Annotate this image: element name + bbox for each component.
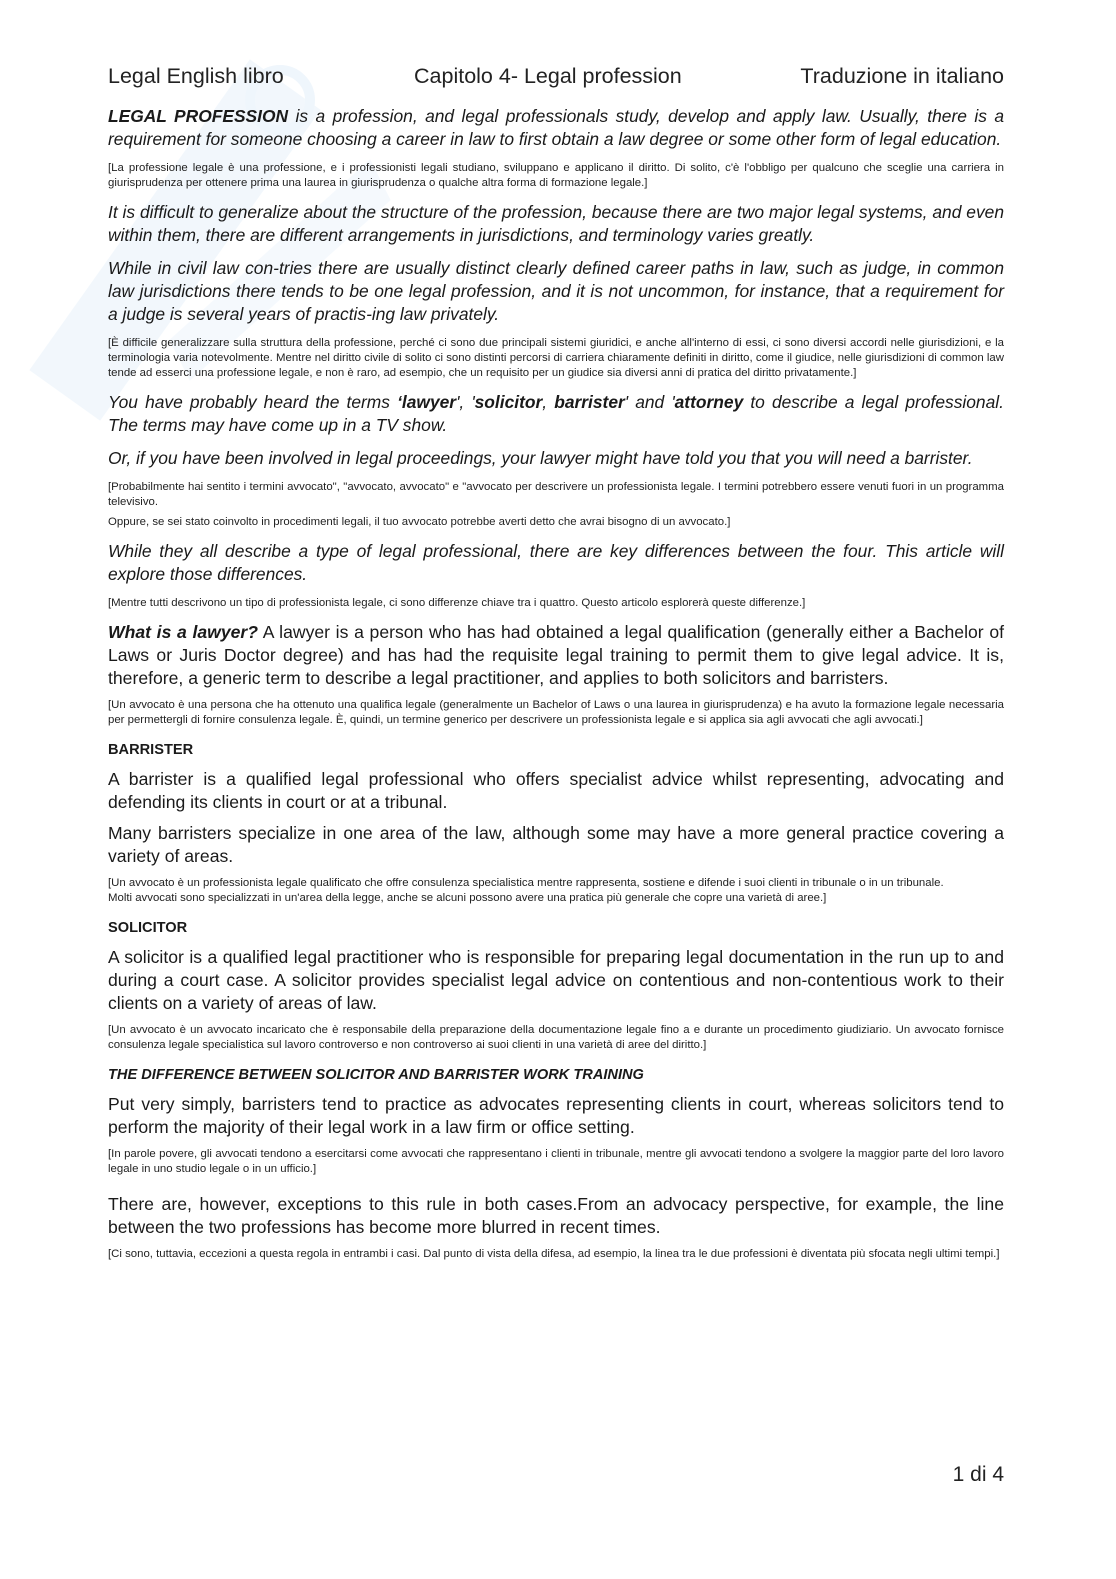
translation-5: [Mentre tutti descrivono un tipo di professionista legale, ci sono differenze chiave tra i quattro. Questo articolo esplorerà queste differenze.] — [108, 597, 806, 609]
translation-2: [È difficile generalizzare sulla struttura della professione, perché ci sono due principali sistemi giuridici, e anche all'interno di essi, ci sono diversi accordi nelle giurisdizioni, e la terminologia varia notevolmente. Mentre nel diritto civile di solito ci sono distinti percorsi di carriera chiaramente definiti in diritto, come il giudice, nelle giurisdizioni di common law tende ad esserci una professione legale, e non è raro, ad esempio, che un requisito per un giudice sia diversi anni di pratica del diritto privatamente.] — [108, 337, 1004, 379]
header-left: Legal English libro — [108, 64, 284, 88]
header-center: Capitolo 4- Legal profession — [414, 64, 682, 88]
translation-9: [In parole povere, gli avvocati tendono a esercitarsi come avvocati che rappresentano i clienti in tribunale, mentre gli avvocati tendono a svolgere la maggior parte del loro lavoro legale in uno studio legale o in un ufficio.] — [108, 1148, 1004, 1175]
paragraph-civil-law: While in civil law con-tries there are usually distinct clearly defined career paths in law, such as judge, in common law jurisdictions there tends to be one legal profession, and it is not uncommon, for instance, that a requirement for a judge is several years of practis-ing law privately. — [108, 258, 1004, 324]
heading-barrister: BARRISTER — [108, 742, 194, 758]
paragraph-solicitor: A solicitor is a qualified legal practitioner who is responsible for preparing legal documentation in the run up to and during a court case. A solicitor provides specialist legal advice on contentious and non-contentious work to their clients on a variety of areas of law. — [108, 947, 1004, 1013]
paragraph-terms: You have probably heard the terms ‘lawyer', 'solicitor, barrister' and 'attorney to describe a legal professional. The terms may have come up in a TV show. — [108, 392, 1004, 435]
paragraph-what-is-lawyer: What is a lawyer? A lawyer is a person who has had obtained a legal qualification (generally either a Bachelor of Laws or Juris Doctor degree) and has had the requisite legal training to permit them to give legal advice. It is, therefore, a generic term to describe a legal practitioner, and applies to both solicitors and barristers. — [108, 622, 1004, 688]
heading-solicitor: SOLICITOR — [108, 920, 188, 936]
heading-difference: THE DIFFERENCE BETWEEN SOLICITOR AND BARRISTER WORK TRAINING — [108, 1067, 644, 1083]
translation-7b: Molti avvocati sono specializzati in un'area della legge, anche se alcuni possono avere una pratica più generale che copre una varietà di aree.] — [108, 892, 827, 904]
paragraph-exceptions: There are, however, exceptions to this rule in both cases.From an advocacy perspective, for example, the line between the two professions has become more blurred in recent times. — [108, 1194, 1004, 1237]
header-right: Traduzione in italiano — [800, 64, 1004, 88]
paragraph-barrister-1: A barrister is a qualified legal professional who offers specialist advice whilst representing, advocating and defending its clients in court or at a tribunal. — [108, 769, 1004, 812]
translation-6: [Un avvocato è una persona che ha ottenuto una qualifica legale (generalmente un Bachelor of Laws o una laurea in giurisprudenza) e ha avuto la formazione legale necessaria per permettergli di fornire consulenza legale. È, quindi, un termine generico per descrivere un professionista legale e si applica sia agli avvocati che agli avvocati.] — [108, 699, 1004, 726]
page-header — [108, 64, 1004, 98]
document-page — [108, 64, 1004, 1272]
paragraph-put-simply: Put very simply, barristers tend to practice as advocates representing clients in court, whereas solicitors tend to perform the majority of their legal work in a law firm or office setting. — [108, 1094, 1004, 1137]
paragraph-legal-profession: LEGAL PROFESSION is a profession, and legal professionals study, develop and apply law. Usually, there is a requirement for someone choosing a career in law to first obtain a law degree or some other form of legal education. — [108, 106, 1004, 149]
paragraph-barrister-2: Many barristers specialize in one area of the law, although some may have a more general practice covering a variety of areas. — [108, 823, 1004, 866]
translation-1: [La professione legale è una professione, e i professionisti legali studiano, sviluppano e applicano il diritto. Di solito, c'è l'obbligo per qualcuno che sceglie una carriera in giurisprudenza per ottenere prima una laurea in giurisprudenza o qualche altra forma di formazione legale.] — [108, 162, 1004, 189]
paragraph-proceedings: Or, if you have been involved in legal proceedings, your lawyer might have told you that you will need a barrister. — [108, 448, 973, 468]
page-number: 1 di 4 — [952, 1463, 1004, 1486]
paragraph-structure: It is difficult to generalize about the structure of the profession, because there are two major legal systems, and even within them, there are different arrangements in jurisdictions, and terminology varies greatly. — [108, 202, 1004, 245]
translation-10: [Ci sono, tuttavia, eccezioni a questa regola in entrambi i casi. Dal punto di vista della difesa, ad esempio, la linea tra le due professioni è diventata più sfocata negli ultimi tempi.] — [108, 1248, 1000, 1260]
paragraph-differences: While they all describe a type of legal professional, there are key differences between the four. This article will explore those differences. — [108, 541, 1004, 584]
translation-4: Oppure, se sei stato coinvolto in procedimenti legali, il tuo avvocato potrebbe averti detto che avrai bisogno di un avvocato.] — [108, 516, 731, 528]
translation-8: [Un avvocato è un avvocato incaricato che è responsabile della preparazione della documentazione legale fino a e durante un procedimento giudiziario. Un avvocato fornisce consulenza legale specialistica sul lavoro controverso e non controverso ai suoi clienti in una varietà di aree del diritto.] — [108, 1024, 1004, 1051]
translation-3: [Probabilmente hai sentito i termini avvocato", "avvocato, avvocato" e "avvocato per descrivere un professionista legale. I termini potrebbero essere venuti fuori in un programma televisivo. — [108, 481, 1004, 508]
translation-7a: [Un avvocato è un professionista legale qualificato che offre consulenza specialistica mentre rappresenta, sostiene e difende i suoi clienti in tribunale o in un tribunale. — [108, 877, 944, 889]
